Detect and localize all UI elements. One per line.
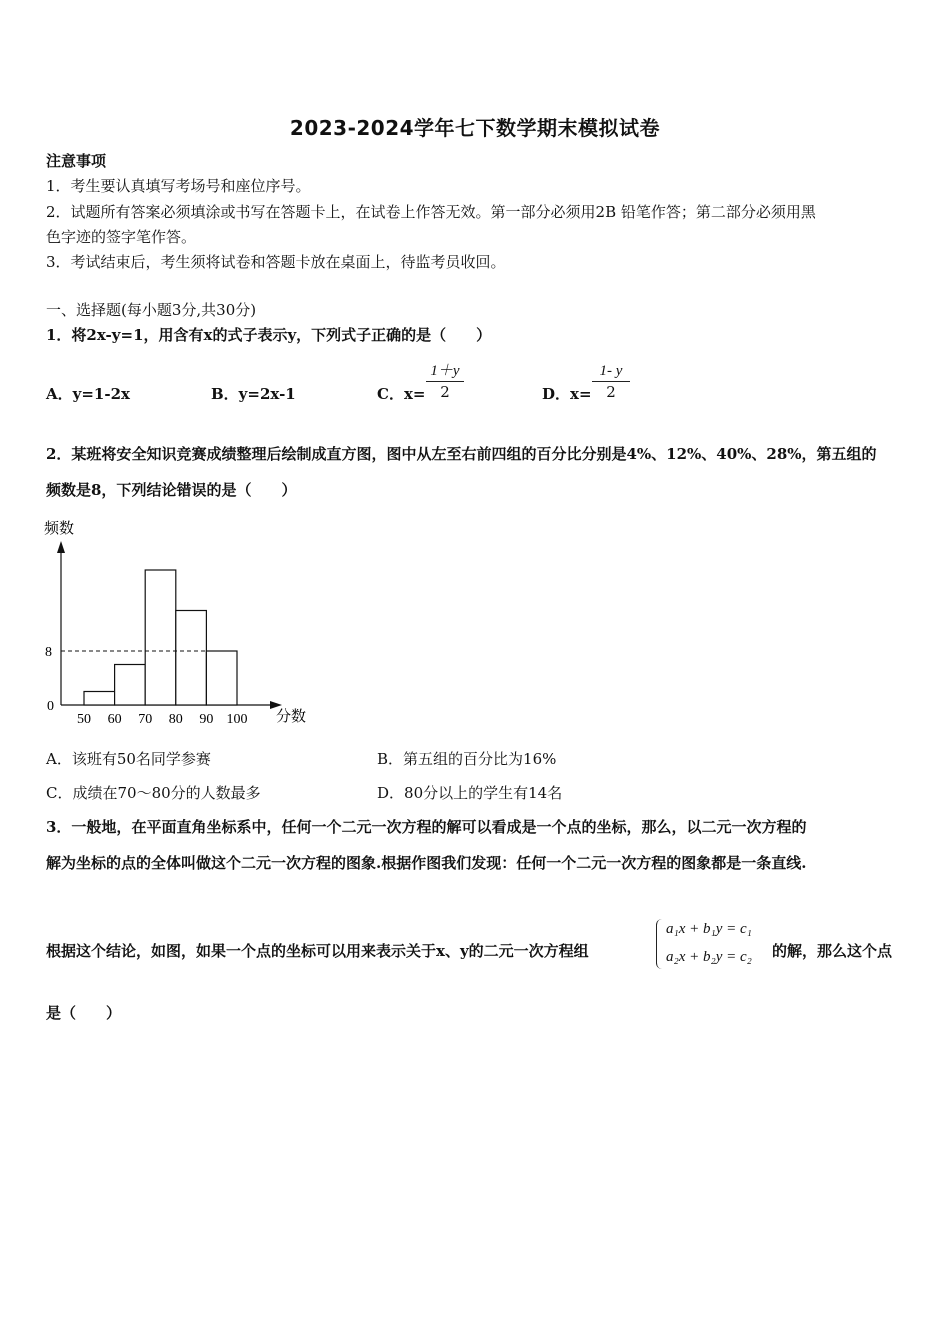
page-title: 2023-2024学年七下数学期末模拟试卷	[289, 116, 661, 140]
x-tick-label: 70	[138, 712, 153, 727]
x-tick-label: 60	[107, 712, 122, 727]
x-axis-label: 分数	[276, 709, 307, 725]
q3-line-3-prefix: 根据这个结论，如图，如果一个点的坐标可以用来表示关于x、y的二元一次方程组	[46, 942, 589, 960]
left-brace	[656, 919, 663, 969]
x-tick-label: 100	[226, 712, 248, 727]
y-tick-label: 0	[47, 699, 54, 714]
q1-option-d: D．x=	[542, 385, 592, 403]
q1-option-a: A．y=1-2x	[46, 385, 130, 403]
notice-item-2-cont: 色字迹的签字笔作答。	[46, 228, 197, 246]
equation-1: a₁x + b₁y = c₁	[666, 921, 752, 937]
x-tick-label: 50	[77, 712, 91, 727]
notice-heading: 注意事项	[46, 152, 107, 170]
q3-line-3-suffix: 的解，那么这个点	[772, 942, 893, 960]
notice-item-1: 1．考生要认真填写考场号和座位序号。	[46, 177, 311, 195]
x-tick-label: 90	[199, 712, 214, 727]
notice-item-3: 3．考试结束后，考生须将试卷和答题卡放在桌面上，待监考员收回。	[46, 253, 506, 271]
histogram-bar	[84, 692, 115, 706]
q2-option-c: C．成绩在70～80分的人数最多	[46, 784, 261, 802]
histogram-bar	[176, 611, 207, 706]
notice-item-2: 2．试题所有答案必须填涂或书写在答题卡上，在试卷上作答无效。第一部分必须用2B 铅笔作答；第二部分必须用黑	[46, 203, 816, 221]
y-tick-label: 8	[45, 645, 52, 660]
q3-line-4: 是（ ）	[46, 1004, 122, 1022]
equation-2: a₂x + b₂y = c₂	[666, 949, 752, 965]
x-axis-arrow	[270, 701, 282, 709]
q2-stem-line-2: 频数是8，下列结论错误的是（ ）	[46, 481, 297, 499]
q2-option-b: B．第五组的百分比为16%	[377, 750, 557, 768]
y-axis-label: 频数	[44, 521, 75, 537]
y-axis-arrow	[57, 541, 65, 553]
histogram-bar	[206, 651, 237, 705]
equation-system	[656, 917, 771, 973]
histogram-bar	[145, 570, 176, 705]
q1-d-numerator: 1- y	[599, 363, 623, 379]
q1-c-fraction	[424, 361, 466, 402]
q1-c-denominator: 2	[440, 383, 450, 401]
q2-stem-line-1: 2．某班将安全知识竞赛成绩整理后绘制成直方图，图中从左至右前四组的百分比分别是4%、12%、40%、28%，第五组的	[46, 445, 877, 463]
histogram-bar	[115, 665, 146, 706]
x-tick-label: 80	[168, 712, 183, 727]
section-heading: 一、选择题(每小题3分,共30分)	[46, 301, 257, 319]
q1-option-c: C．x=	[377, 385, 426, 403]
q1-d-denominator: 2	[606, 383, 616, 401]
q1-c-numerator: 1＋y	[430, 363, 460, 379]
q2-option-d: D．80分以上的学生有14名	[377, 784, 563, 802]
q1-option-b: B．y=2x-1	[211, 385, 296, 403]
q1-stem: 1．将2x-y=1，用含有x的式子表示y，下列式子正确的是（ ）	[46, 326, 492, 344]
q1-d-fraction	[590, 361, 632, 402]
q3-line-2: 解为坐标的点的全体叫做这个二元一次方程的图象.根据作图我们发现：任何一个二元一次方程的图象都是一条直线.	[46, 854, 807, 872]
q3-line-1: 3．一般地，在平面直角坐标系中，任何一个二元一次方程的解可以看成是一个点的坐标，那么，以二元一次方程的	[46, 818, 807, 836]
histogram-chart	[40, 515, 330, 737]
q2-option-a: A．该班有50名同学参赛	[46, 750, 211, 768]
